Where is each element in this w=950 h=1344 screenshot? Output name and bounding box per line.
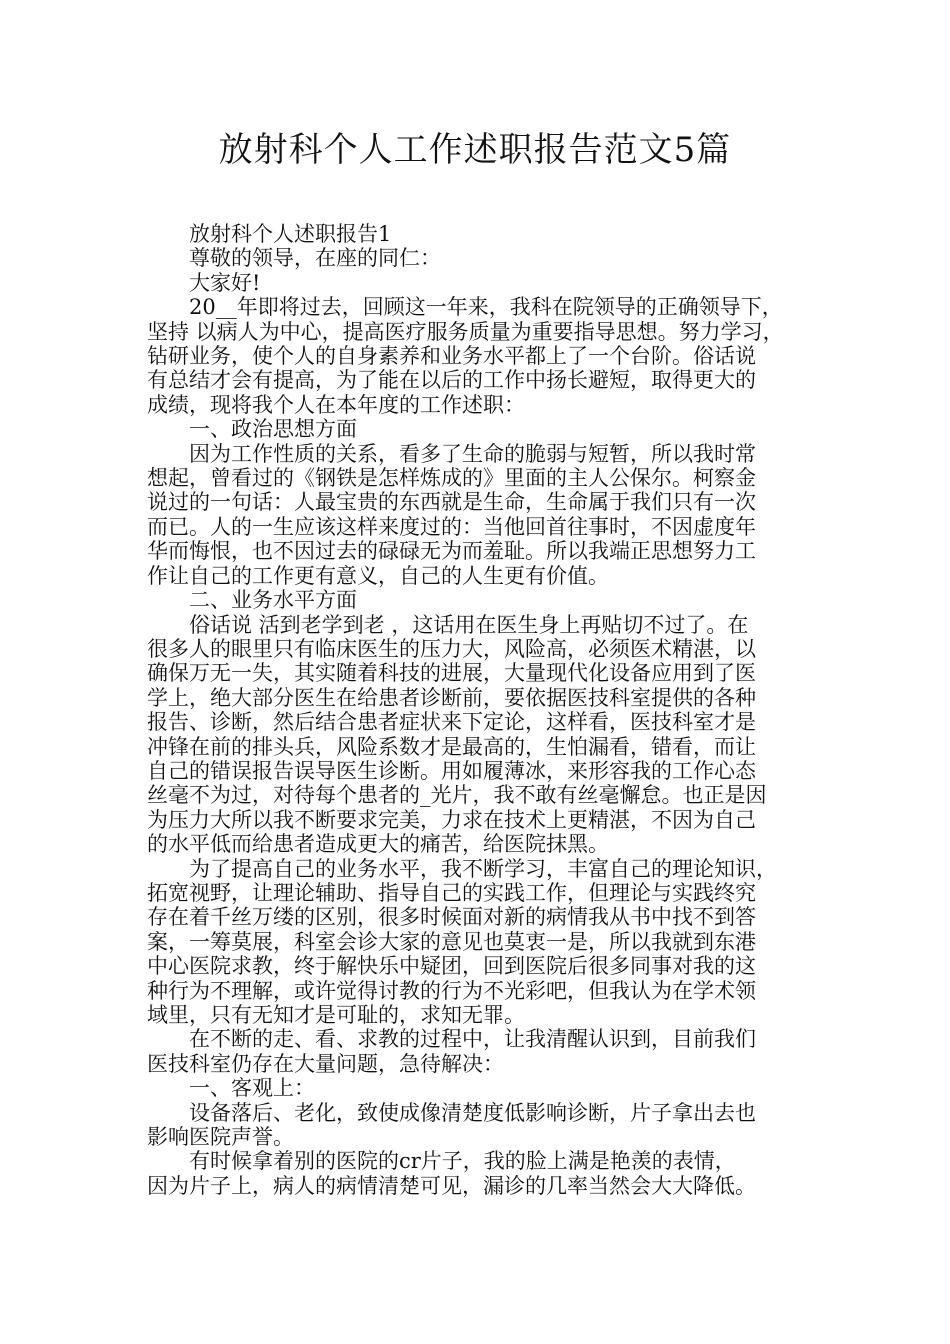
paragraph-line: 成绩，现将我个人在本年度的工作述职： — [147, 392, 525, 417]
paragraph-line: 想起，曾看过的《钢铁是怎样炼成的》里面的主人公保尔。柯察金 — [147, 466, 756, 491]
paragraph-line: 确保万无一失，其实随着科技的进展，大量现代化设备应用到了医 — [147, 661, 756, 686]
paragraph-line: 在不断的走、看、求教的过程中，让我清醒认识到，目前我们 — [147, 1027, 756, 1052]
paragraph-line: 冲锋在前的排头兵，风险系数才是最高的，生怕漏看，错看，而让 — [147, 734, 756, 759]
paragraph-line: 中心医院求教，终于解快乐中疑团，回到医院后很多同事对我的这 — [147, 954, 756, 979]
paragraph-line: 为压力大所以我不断要求完美，力求在技术上更精湛，不因为自己 — [147, 807, 756, 832]
document-body — [147, 222, 819, 1198]
section-heading: 二、业务水平方面 — [147, 588, 357, 613]
paragraph-line: 案，一筹莫展，科室会诊大家的意见也莫衷一是，所以我就到东港 — [147, 929, 756, 954]
paragraph-line: 很多人的眼里只有临床医生的压力大，风险高，必须医术精湛，以 — [147, 636, 756, 661]
paragraph-line: 种行为不理解，或许觉得讨教的行为不光彩吧，但我认为在学术领 — [147, 978, 756, 1003]
paragraph-line: 钻研业务，使个人的自身素养和业务水平都上了一个台阶。俗话说 — [147, 344, 756, 369]
paragraph-line: 设备落后、老化，致使成像清楚度低影响诊断，片子拿出去也 — [147, 1100, 756, 1125]
paragraph-line: 俗话说 活到老学到老 ，这话用在医生身上再贴切不过了。在 — [147, 612, 749, 637]
paragraph-line: 的水平低而给患者造成更大的痛苦，给医院抹黑。 — [147, 832, 609, 857]
paragraph-line: 存在着千丝万缕的区别，很多时候面对新的病情我从书中找不到答 — [147, 905, 756, 930]
paragraph-line: 学上，绝大部分医生在给患者诊断前，要依据医技科室提供的各种 — [147, 685, 756, 710]
document-title: 放射科个人工作述职报告范文5篇 — [218, 130, 732, 170]
paragraph-line: 医技科室仍存在大量问题，急待解决： — [147, 1051, 504, 1076]
paragraph-line: 为了提高自己的业务水平，我不断学习，丰富自己的理论知识， — [147, 856, 777, 881]
paragraph-line: 20__年即将过去，回顾这一年来，我科在院领导的正确领导下， — [147, 295, 783, 320]
paragraph-line: 丝毫不为过，对待每个患者的_光片，我不敢有丝毫懈怠。也正是因 — [147, 783, 767, 808]
paragraph-line: 自己的错误报告误导医生诊断。用如履薄冰，来形容我的工作心态 — [147, 758, 756, 783]
paragraph-line: 华而悔恨，也不因过去的碌碌无为而羞耻。所以我端正思想努力工 — [147, 539, 756, 564]
paragraph-line: 影响医院声誉。 — [147, 1125, 294, 1150]
paragraph-line: 作让自己的工作更有意义，自己的人生更有价值。 — [147, 563, 609, 588]
paragraph-line: 有时候拿着别的医院的cr片子，我的脸上满是艳羡的表情， — [147, 1149, 736, 1174]
section-heading: 一、客观上： — [147, 1076, 315, 1101]
section-heading: 一、政治思想方面 — [147, 417, 357, 442]
paragraph-line: 坚持 以病人为中心，提高医疗服务质量为重要指导思想。努力学习， — [147, 319, 784, 344]
paragraph-line: 有总结才会有提高，为了能在以后的工作中扬长避短，取得更大的 — [147, 368, 756, 393]
paragraph-line: 报告、诊断，然后结合患者症状来下定论，这样看，医技科室才是 — [147, 710, 756, 735]
paragraph-line: 域里，只有无知才是可耻的，求知无罪。 — [147, 1003, 525, 1027]
paragraph-line: 放射科个人述职报告1 — [147, 222, 392, 246]
paragraph-line: 拓宽视野，让理论辅助、指导自己的实践工作，但理论与实践终究 — [147, 880, 756, 905]
paragraph-line: 因为工作性质的关系，看多了生命的脆弱与短暂，所以我时常 — [147, 441, 756, 466]
paragraph-line: 大家好! — [147, 270, 261, 295]
paragraph-line: 尊敬的领导，在座的同仁： — [147, 246, 441, 271]
paragraph-line: 说过的一句话：人最宝贵的东西就是生命，生命属于我们只有一次 — [147, 490, 756, 515]
paragraph-line: 因为片子上，病人的病情清楚可见，漏诊的几率当然会大大降低。 — [147, 1173, 756, 1198]
paragraph-line: 而已。人的一生应该这样来度过的：当他回首往事时，不因虚度年 — [147, 514, 756, 539]
